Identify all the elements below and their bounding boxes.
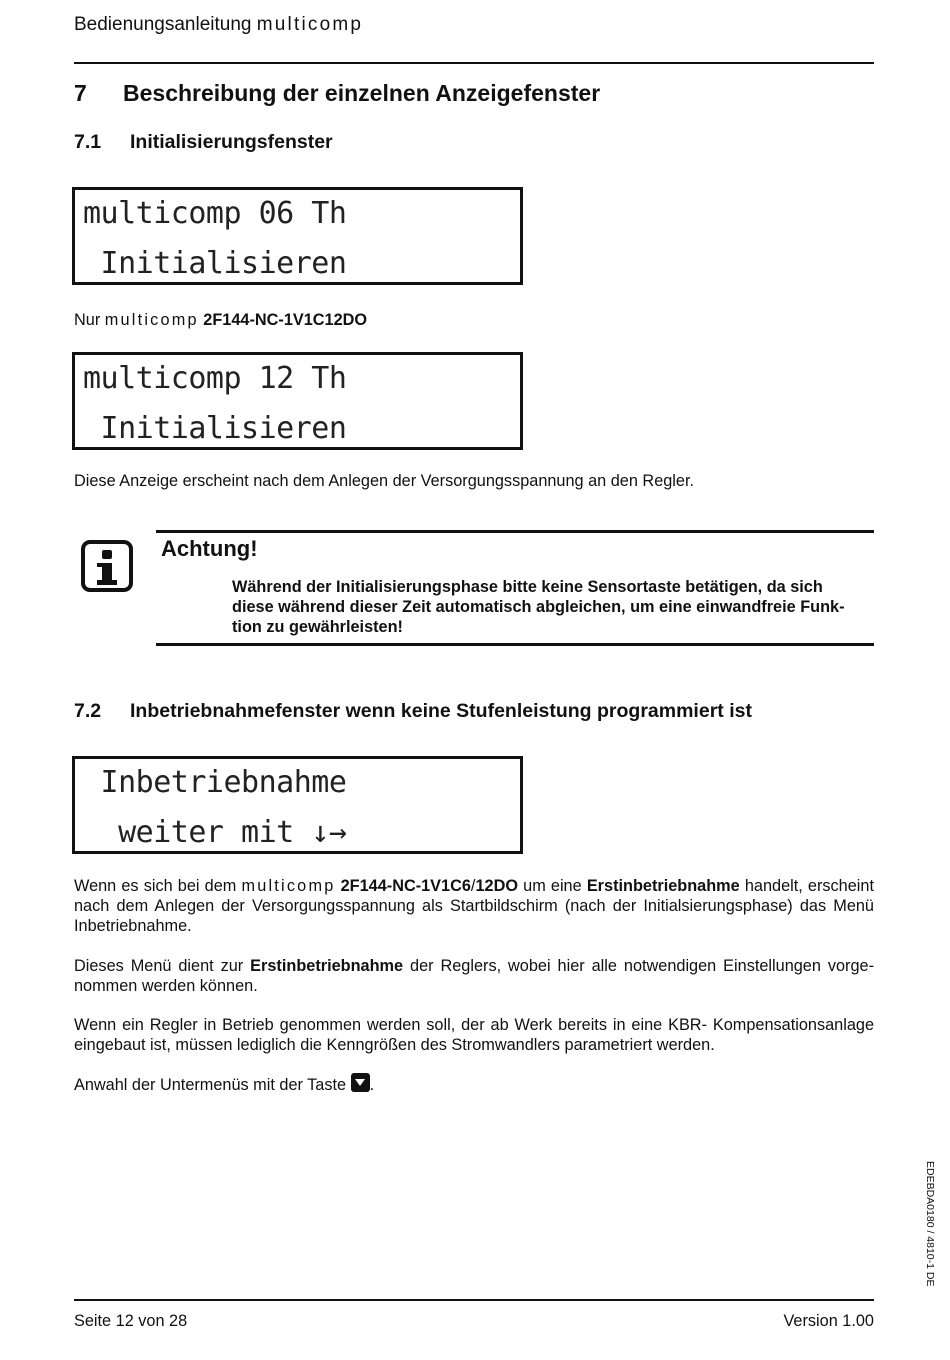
paragraph-2 <box>74 956 874 996</box>
subsection-title: Inbetriebnahmefenster wenn keine Stufenleistung programmiert ist <box>130 700 752 722</box>
header-rule <box>74 62 874 64</box>
para1-model2: 12DO <box>475 877 518 895</box>
footer-rule <box>74 1299 874 1301</box>
lcd-line-1: multicomp 12 Th <box>83 361 347 396</box>
lcd-line-1: Inbetriebnahme <box>83 765 347 800</box>
model-note-brand: multicomp <box>104 311 199 329</box>
lcd-display-inbetriebnahme <box>72 756 523 854</box>
paragraph-4 <box>74 1073 874 1095</box>
para2-text-b: der Reglers, wobei hier alle notwendigen Einstellungen vorge-nommen werden können. <box>74 957 875 995</box>
paragraph-3: Wenn ein Regler in Betrieb genommen werden soll, der ab Werk bereits in eine KBR- Kompensationsanlage eingebaut ist, müssen lediglich die Kenngrößen des Stromwandlers parametriert werden. <box>74 1016 874 1054</box>
section-number: 7 <box>74 80 87 106</box>
down-key-icon <box>351 1073 370 1092</box>
lcd-display-06 <box>72 187 523 285</box>
attention-title: Achtung! <box>161 536 258 561</box>
attention-text: Während der Initialisierungsphase bitte keine Sensortaste betätigen, da sich diese während dieser Zeit automatisch abgleichen, um eine einwandfreie Funk-tion zu gewährleisten! <box>232 578 845 636</box>
info-icon <box>81 540 133 592</box>
section-heading-7 <box>74 80 600 107</box>
para1-text-c: handelt, erscheint nach dem Anlegen der Versorgungsspannung als Startbildschirm (nach der Initialsierungsphase) das Menü Inbetriebnahme. <box>74 877 874 935</box>
para1-text-a: Wenn es sich bei dem <box>74 877 242 895</box>
version-label: Version 1.00 <box>783 1312 874 1330</box>
section-title: Beschreibung der einzelnen Anzeigefenster <box>123 80 601 106</box>
para2-bold: Erstinbetriebnahme <box>250 957 404 975</box>
subsection-title: Initialisierungsfenster <box>130 131 333 153</box>
lcd-line-2: Initialisieren <box>83 246 347 281</box>
section-heading-7-2 <box>74 700 752 723</box>
para1-model: 2F144-NC-1V1C6 <box>335 877 471 895</box>
para2-text-a: Dieses Menü dient zur <box>74 957 251 975</box>
para1-slash: / <box>470 877 476 895</box>
para1-text-b: um eine <box>518 877 587 895</box>
lcd-display-12 <box>72 352 523 450</box>
model-note-model: 2F144-NC-1V1C12DO <box>198 311 368 329</box>
para1-brand: multicomp <box>241 877 336 895</box>
lcd-line-2: weiter mit ↓→ <box>83 815 347 850</box>
page-header <box>74 14 363 36</box>
page-number: Seite 12 von 28 <box>74 1312 188 1330</box>
model-note <box>74 310 874 330</box>
note-top-rule <box>156 530 874 533</box>
note-bottom-rule <box>156 643 874 646</box>
lcd-line-1: multicomp 06 Th <box>83 196 347 231</box>
subsection-number: 7.2 <box>74 700 102 722</box>
section-heading-7-1 <box>74 131 333 154</box>
paragraph-init: Diese Anzeige erscheint nach dem Anlegen der Versorgungsspannung an den Regler. <box>74 472 695 490</box>
para4-text: Anwahl der Untermenüs mit der Taste <box>74 1076 351 1094</box>
header-title: Bedienungsanleitung <box>74 14 257 35</box>
para4-end: . <box>369 1076 375 1094</box>
document-code: EDEBDA0180 / 4810-1 DE <box>924 1161 936 1287</box>
model-note-prefix: Nur <box>74 311 105 329</box>
lcd-line-2: Initialisieren <box>83 411 347 446</box>
paragraph-1 <box>74 876 874 936</box>
header-brand: multicomp <box>256 14 364 35</box>
para1-bold: Erstinbetriebnahme <box>586 877 740 895</box>
subsection-number: 7.1 <box>74 131 102 153</box>
